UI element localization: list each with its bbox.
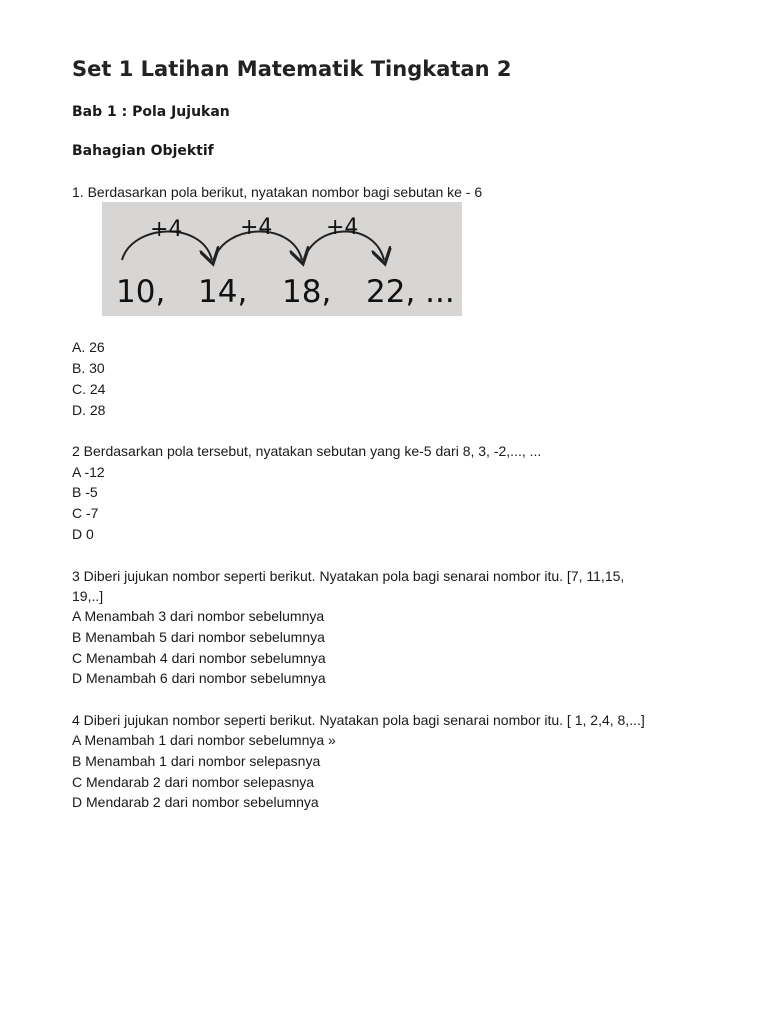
- q1-option-d: D. 28: [72, 402, 106, 418]
- question-1-text: 1. Berdasarkan pola berikut, nyatakan nombor bagi sebutan ke - 6: [72, 184, 483, 200]
- q4-option-d: D Mendarab 2 dari nombor sebelumnya: [72, 794, 319, 810]
- step-label-2: +4: [240, 215, 273, 240]
- chapter-heading: Bab 1 : Pola Jujukan: [72, 104, 230, 120]
- q2-option-a: A -12: [72, 464, 105, 480]
- sequence-pattern-figure: [102, 202, 462, 316]
- sequence-term-2: 14,: [198, 274, 248, 310]
- q1-option-c: C. 24: [72, 381, 106, 397]
- question-2-text: 2 Berdasarkan pola tersebut, nyatakan sebutan yang ke-5 dari 8, 3, -2,..., ...: [72, 443, 542, 459]
- q2-option-b: B -5: [72, 484, 98, 500]
- q3-option-b: B Menambah 5 dari nombor sebelumnya: [72, 629, 325, 645]
- q4-option-a: A Menambah 1 dari nombor sebelumnya »: [72, 732, 336, 748]
- section-heading: Bahagian Objektif: [72, 143, 214, 159]
- step-label-1: +4: [150, 217, 183, 242]
- question-3-text-line-2: 19,..]: [72, 588, 104, 604]
- sequence-term-1: 10,: [116, 274, 166, 310]
- q1-option-a: A. 26: [72, 339, 105, 355]
- q3-option-d: D Menambah 6 dari nombor sebelumnya: [72, 670, 326, 686]
- q3-option-c: C Menambah 4 dari nombor sebelumnya: [72, 650, 326, 666]
- q4-option-b: B Menambah 1 dari nombor selepasnya: [72, 753, 321, 769]
- page-title: Set 1 Latihan Matematik Tingkatan 2: [72, 57, 512, 81]
- sequence-term-3: 18,: [282, 274, 332, 310]
- question-4-text: 4 Diberi jujukan nombor seperti berikut. Nyatakan pola bagi senarai nombor itu. [ 1, 2,4, 8,...]: [72, 712, 645, 728]
- q2-option-c: C -7: [72, 505, 99, 521]
- q1-option-b: B. 30: [72, 360, 105, 376]
- step-label-3: +4: [326, 215, 359, 240]
- sequence-term-4: 22, ...: [366, 274, 455, 310]
- question-3-text-line-1: 3 Diberi jujukan nombor seperti berikut. Nyatakan pola bagi senarai nombor itu. [7, 11,15,: [72, 568, 625, 584]
- q4-option-c: C Mendarab 2 dari nombor selepasnya: [72, 774, 315, 790]
- q3-option-a: A Menambah 3 dari nombor sebelumnya: [72, 608, 325, 624]
- q2-option-d: D 0: [72, 526, 94, 542]
- sequence-pattern-image: [102, 202, 462, 316]
